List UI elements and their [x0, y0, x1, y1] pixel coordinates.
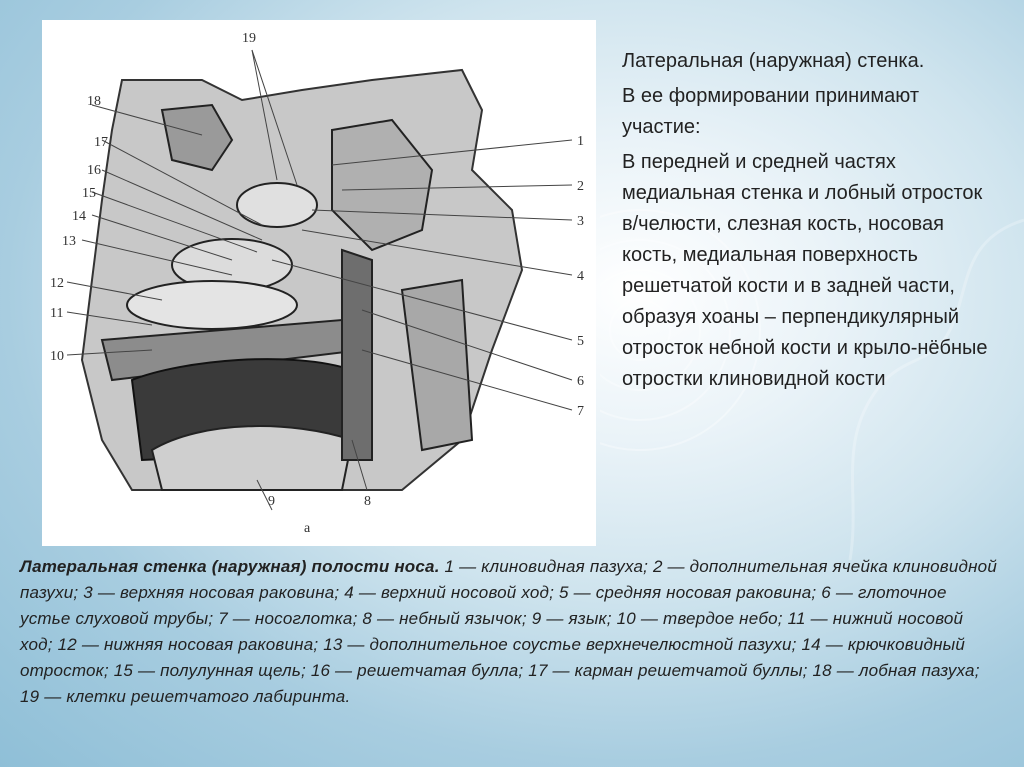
figure-label-6: 6: [577, 374, 584, 389]
nasopharynx-column: [342, 250, 372, 460]
nasal-cavity-drawing: [42, 20, 596, 546]
figure-label-16: 16: [87, 163, 101, 178]
figure-label-19: 19: [242, 31, 256, 46]
figure-label-4: 4: [577, 269, 584, 284]
figure-label-3: 3: [577, 214, 584, 229]
figure-label-11: 11: [50, 306, 64, 321]
caption-text: 1 — клиновидная пазуха; 2 — дополнительная ячейка клиновидной пазухи; 3 — верхняя носовая раковина; 4 — верхний носовой ход; 5 — средняя носовая раковина; 6 — глоточное устье слуховой трубы; 7 — носоглотка; 8 — небный язычок; 9 — язык; 10 — твердое небо; 11 — нижний носовой ход; 12 — нижняя носовая раковина; 13 — дополнительное соустье верхнечелюстной пазухи; 14 — крючковидный отросток; 15 — полулунная щель; 16 — решетчатая булла; 17 — карман решетчатой буллы; 18 — лобная пазуха; 19 — клетки решетчатого лабиринта.: [20, 557, 997, 706]
figure-label-15: 15: [82, 186, 96, 201]
figure-label-14: 14: [72, 209, 86, 224]
figure-label-5: 5: [577, 334, 584, 349]
section-heading: Латеральная (наружная) стенка.: [622, 50, 925, 72]
caption-title: Латеральная стенка (наружная) полости носа.: [20, 557, 440, 576]
figure-label-8: 8: [364, 494, 371, 509]
figure-label-1: 1: [577, 134, 584, 149]
figure-label-18: 18: [87, 94, 101, 109]
figure-label-9: 9: [268, 494, 275, 509]
figure-label-12: 12: [50, 276, 64, 291]
figure-caption: [20, 554, 1000, 710]
anatomy-illustration: [42, 20, 596, 546]
section-intro: В ее формировании принимают участие:: [622, 85, 919, 138]
superior-turbinate: [237, 183, 317, 227]
figure-label-7: 7: [577, 404, 584, 419]
figure-label-17: 17: [94, 135, 108, 150]
description-panel: [622, 46, 1002, 399]
figure-label-13: 13: [62, 234, 76, 249]
tongue: [152, 426, 352, 490]
inferior-turbinate: [127, 281, 297, 329]
figure-label-2: 2: [577, 179, 584, 194]
section-body: В передней и средней частях медиальная стенка и лобный отросток в/челюсти, слезная кость, носовая кость, медиальная поверхность решетчатой кости и в задней части, образуя хоаны – перпендикулярный отросток небной кости и крыло-нёбные отростки клиновидной кости: [622, 151, 988, 390]
figure-label-10: 10: [50, 349, 64, 364]
figure-label-a: a: [304, 521, 311, 536]
